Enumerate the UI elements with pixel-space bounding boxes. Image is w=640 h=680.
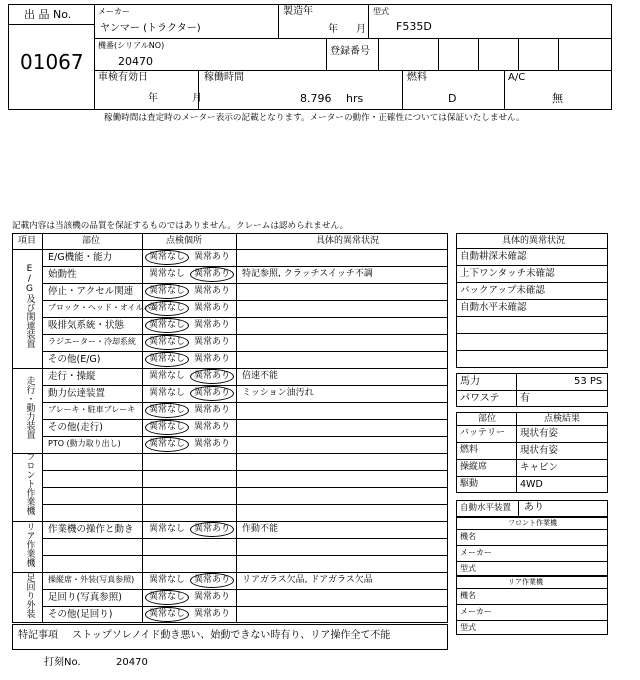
group-label: リア作業機 [24, 521, 35, 567]
row-line [42, 504, 448, 505]
power-line [456, 390, 608, 391]
abn-line [456, 299, 608, 300]
row-part: 停止・アクセル関連 [48, 286, 134, 297]
normal-option[interactable]: 異常なし [149, 269, 186, 279]
power-value: 53 PS [574, 376, 603, 387]
group-label: フロント作業機 [24, 452, 35, 515]
row-part: ブロック・ヘッド・オイルパン [48, 303, 159, 312]
serial-value: 20470 [118, 55, 153, 68]
inspect-label: 車検有効日 [98, 72, 148, 83]
normal-option[interactable]: 異常なし [149, 422, 186, 432]
power-label: 馬力 [460, 376, 480, 387]
row-line [42, 283, 448, 284]
table-col-line [236, 233, 237, 623]
normal-circle [145, 420, 189, 435]
front-field-line [456, 561, 608, 562]
row-detail: 倍速不能 [242, 371, 279, 381]
abnormal-circle [190, 522, 234, 537]
abnormal-circle [190, 573, 234, 588]
ps-label: パワステ [460, 393, 500, 404]
power-vline [516, 373, 517, 407]
group-line [12, 521, 448, 522]
result-part-header: 部位 [478, 414, 497, 424]
row-line [42, 419, 448, 420]
auto-label: 自動水平装置 [460, 503, 512, 513]
normal-option[interactable]: 異常なし [149, 388, 186, 398]
abnormal-option[interactable]: 異常あり [194, 439, 231, 449]
row-part: 吸排気系統・状態 [48, 320, 125, 331]
lot-label: 出 品 No. [24, 8, 72, 21]
group-label: 足回り外装 [24, 572, 35, 618]
special-label: 特記事項 [18, 630, 58, 641]
abn-item: 自動水平未確認 [460, 302, 527, 313]
front-field-label: メーカー [460, 548, 492, 557]
rear-field-label: 機名 [460, 591, 476, 600]
abnormal-option[interactable]: 異常あり [194, 575, 231, 585]
result-key: バッテリー [460, 428, 506, 438]
abnormal-option[interactable]: 異常あり [194, 269, 231, 279]
abn-title: 具体的異常状況 [502, 236, 566, 246]
model-label: 型式 [373, 7, 389, 16]
front-field-label: 型式 [460, 564, 476, 573]
hours-unit: hrs [346, 92, 364, 105]
result-line [456, 442, 608, 443]
table-header-line [12, 249, 448, 250]
front-field-line [456, 545, 608, 546]
abnormal-circle [190, 369, 234, 384]
front-field-line [456, 529, 608, 530]
row-part: ブレーキ・駐車ブレーキ [48, 405, 136, 414]
abnormal-option[interactable]: 異常あり [194, 609, 231, 619]
normal-circle [145, 250, 189, 265]
rear-field-label: メーカー [460, 607, 492, 616]
result-value: キャビン [520, 462, 559, 473]
abnormal-option[interactable]: 異常あり [194, 405, 231, 415]
fuel-label: 燃料 [407, 72, 427, 83]
group-line [12, 368, 448, 369]
fuel-value: D [448, 92, 457, 105]
row-line [42, 487, 448, 488]
year-unit: 年 [328, 24, 338, 35]
disclaimer: 記載内容は当該機の品質を保証するものではありません。クレームは認められません。 [12, 221, 349, 231]
result-line [456, 425, 608, 426]
group-label: 走行・動力装置 [24, 375, 35, 439]
row-part: 操縦席・外装(写真参照) [48, 575, 135, 584]
row-part: PTO (動力取り出し) [48, 439, 121, 448]
row-line [42, 402, 448, 403]
row-detail: 作動不能 [242, 524, 279, 534]
row-line [42, 317, 448, 318]
row-line [42, 300, 448, 301]
abn-line [456, 282, 608, 283]
abn-line [456, 333, 608, 334]
group-line [12, 453, 448, 454]
abnormal-option[interactable]: 異常あり [194, 252, 231, 262]
result-value: 4WD [520, 479, 543, 490]
normal-circle [145, 318, 189, 333]
normal-option[interactable]: 異常なし [149, 405, 186, 415]
result-value: 現状有姿 [520, 445, 559, 456]
group-label: E/G及び関連装置 [24, 263, 35, 348]
auto-value: あり [524, 502, 544, 513]
row-line [42, 606, 448, 607]
month-unit: 月 [356, 24, 366, 35]
model-value: F535D [396, 20, 432, 33]
inspect-year: 年 [148, 93, 158, 104]
abnormal-option[interactable]: 異常あり [194, 286, 231, 296]
result-value: 現状有姿 [520, 428, 559, 439]
col-detail-header: 具体的異常状況 [316, 236, 380, 246]
abn-item: バックアップ未確認 [460, 285, 545, 296]
normal-circle [145, 590, 189, 605]
hours-label: 稼働時間 [204, 72, 244, 83]
ac-value: 無 [552, 92, 563, 105]
row-line [42, 555, 448, 556]
normal-option[interactable]: 異常なし [149, 439, 186, 449]
row-part: その他(走行) [48, 422, 103, 433]
normal-option[interactable]: 異常なし [149, 337, 186, 347]
ps-value: 有 [520, 393, 530, 404]
abn-line [456, 350, 608, 351]
header-note: 稼働時間は査定時のメーター表示の記載となります。メーターの動作・正確性については保証いたしません。 [104, 113, 525, 123]
hours-value: 8.796 [300, 92, 332, 105]
rear-machine-title: リア作業機 [508, 578, 543, 586]
rear-field-line [456, 604, 608, 605]
abn-item: 上下ワンタッチ未確認 [460, 268, 555, 279]
row-part: 動力伝達装置 [48, 388, 106, 399]
maker-label: メーカー [98, 7, 130, 16]
result-key: 駆動 [460, 479, 479, 489]
special-value: ストップソレノイド動き悪い、始動できない時有り、リア操作全て不能 [72, 630, 391, 641]
abnormal-option[interactable]: 異常あり [194, 320, 231, 330]
normal-option[interactable]: 異常なし [149, 592, 186, 602]
normal-circle [145, 437, 189, 452]
normal-circle [145, 335, 189, 350]
front-field-label: 機名 [460, 532, 476, 541]
normal-option[interactable]: 異常なし [149, 371, 186, 381]
result-key: 燃料 [460, 445, 479, 455]
row-line [42, 538, 448, 539]
col-part-header: 部位 [82, 236, 101, 246]
normal-circle [145, 284, 189, 299]
col-check-header: 点検個所 [166, 236, 203, 246]
normal-circle [145, 301, 189, 316]
normal-option[interactable]: 異常なし [149, 252, 186, 262]
inspect-month: 月 [192, 93, 202, 104]
row-part: 走行・操縦 [48, 371, 96, 382]
normal-option[interactable]: 異常なし [149, 524, 186, 534]
abnormal-circle [190, 267, 234, 282]
col-item-header: 項目 [18, 236, 37, 246]
normal-option[interactable]: 異常なし [149, 303, 186, 313]
table-col-line [42, 233, 43, 623]
group-line [12, 572, 448, 573]
rear-field-line [456, 620, 608, 621]
normal-circle [145, 607, 189, 622]
abn-line [456, 248, 608, 249]
table-col-line [142, 233, 143, 623]
row-part: 作業機の操作と動き [48, 524, 134, 535]
row-line [42, 334, 448, 335]
abnormal-option[interactable]: 異常あり [194, 371, 231, 381]
normal-option[interactable]: 異常なし [149, 320, 186, 330]
auto-vline [518, 500, 519, 517]
row-detail: 特記参照, クラッチスイッチ不調 [242, 269, 373, 279]
abnormal-option[interactable]: 異常あり [194, 388, 231, 398]
stamp-label: 打刻No. [44, 657, 81, 668]
result-key: 操縦席 [460, 462, 488, 472]
row-detail: リアガラス欠品, ドアガラス欠品 [242, 575, 373, 585]
abn-item: 自動耕深未確認 [460, 251, 527, 262]
lot-number: 01067 [20, 50, 84, 74]
row-part: その他(E/G) [48, 354, 101, 365]
row-line [42, 385, 448, 386]
abnormal-option[interactable]: 異常あり [194, 524, 231, 534]
ac-label: A/C [508, 72, 526, 83]
abnormal-option[interactable]: 異常あり [194, 303, 231, 313]
abnormal-option[interactable]: 異常あり [194, 422, 231, 432]
year-label: 製造年 [283, 6, 313, 17]
result-value-header: 点検結果 [544, 414, 581, 424]
rear-field-line [456, 588, 608, 589]
reg-label: 登録番号 [330, 46, 370, 57]
abnormal-option[interactable]: 異常あり [194, 354, 231, 364]
row-part: E/G機能・能力 [48, 252, 113, 263]
result-line [456, 459, 608, 460]
row-line [42, 436, 448, 437]
maker-value: ヤンマー (トラクター) [100, 23, 201, 34]
normal-option[interactable]: 異常なし [149, 286, 186, 296]
rear-field-label: 型式 [460, 623, 476, 632]
normal-circle [145, 352, 189, 367]
row-part: 始動性 [48, 269, 77, 280]
normal-option[interactable]: 異常なし [149, 609, 186, 619]
normal-circle [145, 403, 189, 418]
row-line [42, 589, 448, 590]
front-machine-title: フロント作業機 [508, 519, 557, 527]
row-part: その他(足回り) [48, 609, 113, 620]
result-line [456, 476, 608, 477]
abnormal-circle [190, 386, 234, 401]
abnormal-option[interactable]: 異常あり [194, 337, 231, 347]
normal-option[interactable]: 異常なし [149, 354, 186, 364]
serial-label: 機番(シリアルNO) [98, 41, 165, 50]
abn-line [456, 316, 608, 317]
abnormal-option[interactable]: 異常あり [194, 592, 231, 602]
row-line [42, 266, 448, 267]
normal-option[interactable]: 異常なし [149, 575, 186, 585]
row-part: ラジエーター・冷却系統 [48, 337, 136, 346]
row-detail: ミッション油汚れ [242, 388, 314, 398]
row-part: 足回り(写真参照) [48, 592, 122, 603]
stamp-value: 20470 [116, 657, 148, 668]
abn-line [456, 265, 608, 266]
row-line [42, 351, 448, 352]
row-line [42, 470, 448, 471]
